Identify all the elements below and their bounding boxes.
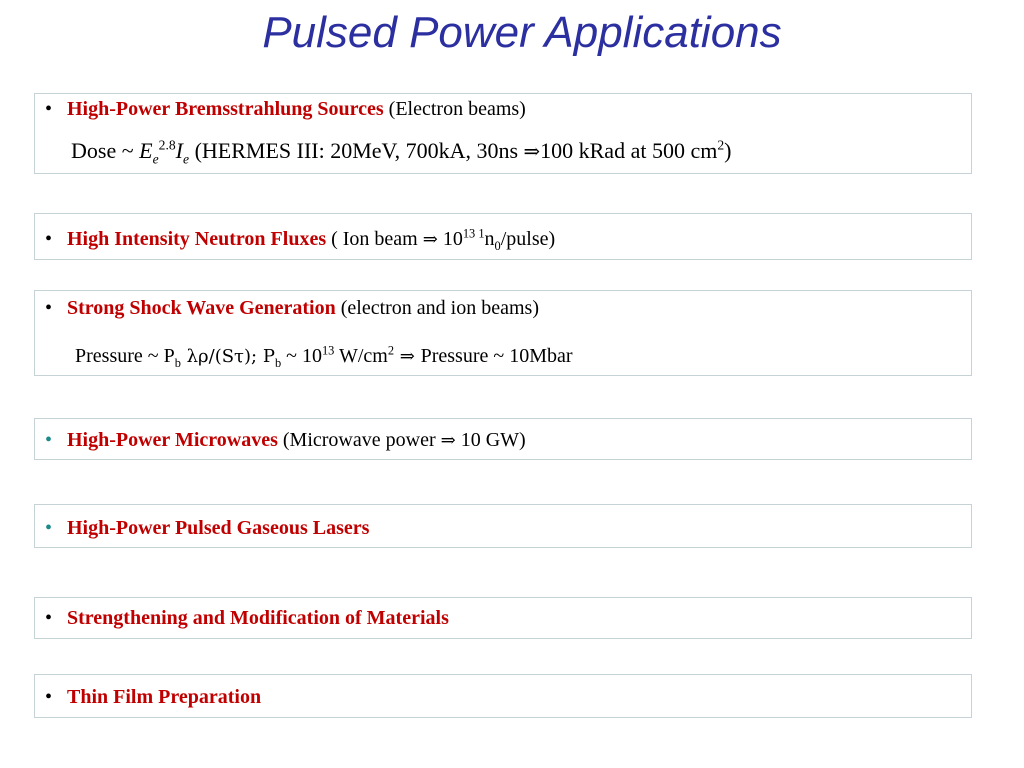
bullet: • bbox=[45, 686, 53, 708]
item-heading: High-Power Bremsstrahlung Sources bbox=[67, 98, 384, 120]
item-heading: Thin Film Preparation bbox=[67, 686, 262, 708]
item-heading-line: • High-Power Microwaves (Microwave power ⇒ 10 GW) bbox=[35, 429, 526, 452]
item-heading-line: • Strong Shock Wave Generation (electron and ion beams) bbox=[35, 297, 539, 320]
item-heading-line bbox=[35, 98, 526, 121]
item-heading-line: • High Intensity Neutron Fluxes ( Ion beam ⇒ $10^{13}$ $^1n_0/pulse$) bbox=[35, 228, 555, 251]
implies-arrow: ⇒ bbox=[440, 430, 456, 451]
bullet: • bbox=[45, 517, 53, 539]
bullet: • bbox=[45, 429, 53, 451]
bullet: • bbox=[45, 297, 53, 319]
implies-arrow: ⇒ bbox=[422, 229, 438, 250]
implies-arrow: ⇒ bbox=[394, 346, 421, 367]
item-heading: High Intensity Neutron Fluxes bbox=[67, 228, 327, 250]
item-materials bbox=[34, 597, 972, 639]
item-heading-line bbox=[35, 607, 449, 630]
item-heading: Strengthening and Modification of Materials bbox=[67, 607, 449, 629]
implies-arrow: ⇒ bbox=[523, 140, 541, 163]
item-microwaves bbox=[34, 418, 972, 460]
bullet: • bbox=[45, 228, 53, 250]
dose-formula: Dose ~ $E_e^{2.8}I_e$ (HERMES III: 20MeV, 700kA, 30ns ⇒100 kRad at 500 $cm^2$) bbox=[71, 137, 732, 167]
item-heading: High-Power Pulsed Gaseous Lasers bbox=[67, 517, 370, 539]
bullet: • bbox=[45, 98, 53, 120]
item-shock-wave bbox=[34, 290, 972, 376]
item-heading: High-Power Microwaves bbox=[67, 429, 278, 451]
pressure-formula: Pressure ~ $P_b$ λρ/(Sτ); $P_b$ ~ $10^{13}$ $W/cm^2$ ⇒ Pressure ~ 10Mbar bbox=[75, 343, 573, 370]
item-heading-line bbox=[35, 686, 261, 709]
item-bremsstrahlung bbox=[34, 93, 972, 174]
item-heading-line bbox=[35, 517, 369, 540]
bullet: • bbox=[45, 607, 53, 629]
item-heading: Strong Shock Wave Generation bbox=[67, 297, 336, 319]
item-thin-film bbox=[34, 674, 972, 718]
item-gaseous-lasers bbox=[34, 504, 972, 548]
slide-title: Pulsed Power Applications bbox=[262, 8, 782, 57]
item-note: (Electron beams) bbox=[383, 98, 526, 120]
item-neutron-fluxes bbox=[34, 213, 972, 260]
